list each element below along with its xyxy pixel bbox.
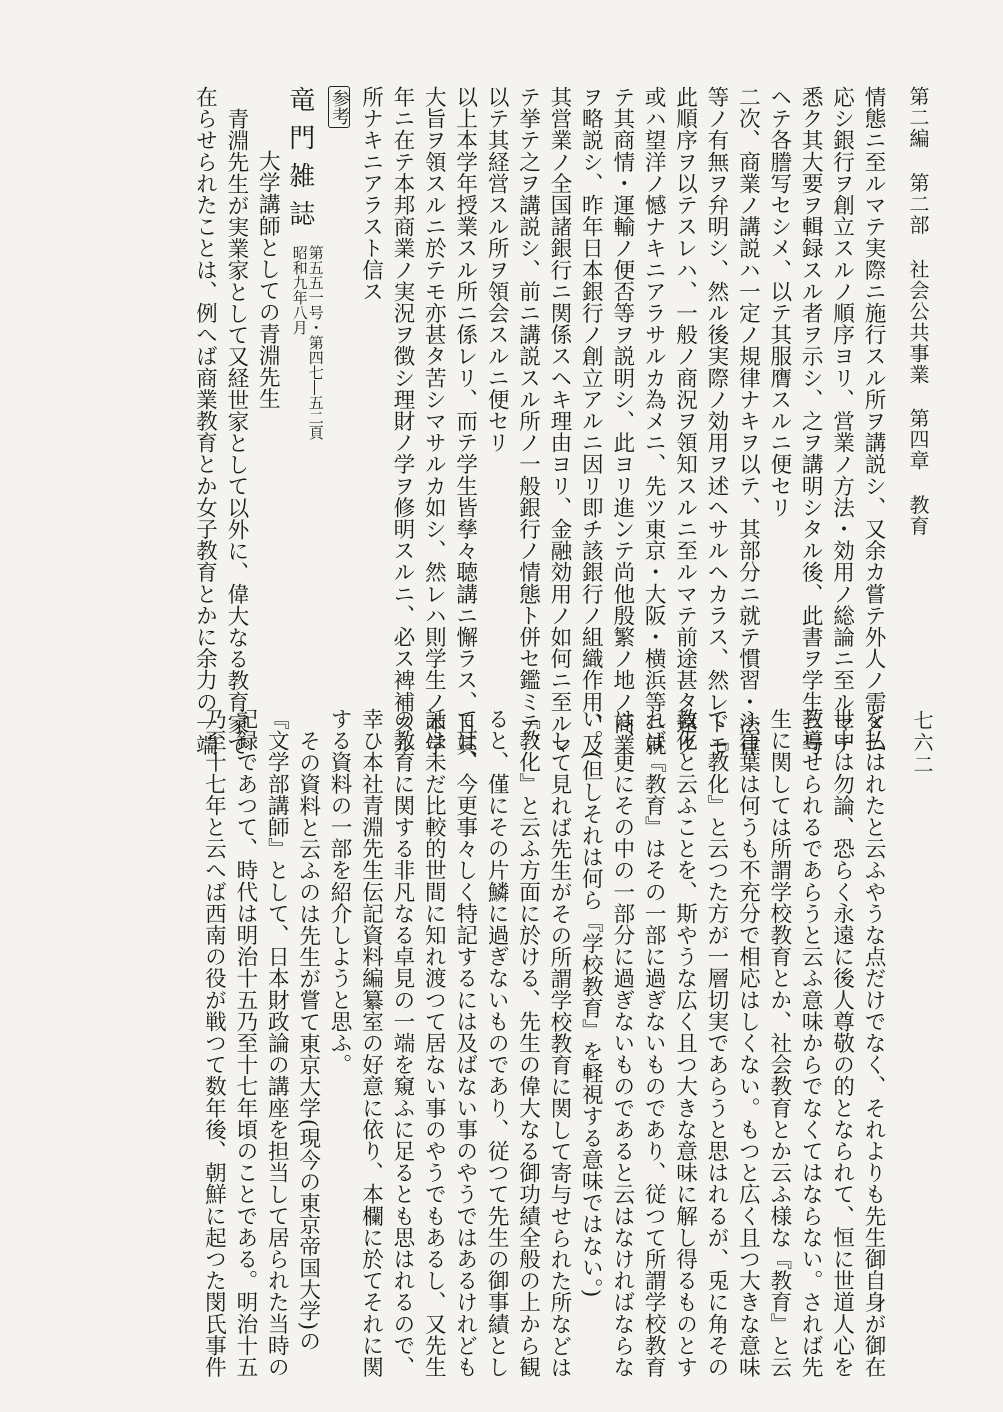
header-part: 第二編	[906, 86, 930, 149]
text-line: ると、僅にその片鱗に過ぎないものであり、従つて先生の御事績とし	[484, 708, 510, 1378]
text-line: 年ニ在テ本邦商業ノ実況ヲ徴シ理財ノ学ヲ修明スルニ、必ス裨補スル	[389, 86, 415, 756]
running-header	[906, 86, 930, 606]
text-line: 此順序ヲ以テスレハ、一般ノ商況ヲ領知スルニ至ルマテ前途甚タ遠ク	[672, 86, 698, 756]
text-line: 応シ銀行ヲ創立スルノ順序ヨリ、営業ノ方法・効用ノ総論ニ至ルマテ	[829, 86, 855, 756]
text-line: 在らせられたことは、例へば商業教育とか女子教育とかに余力の一端	[192, 86, 218, 756]
upper-text-block	[189, 86, 889, 756]
header-topic: 教育	[906, 494, 930, 537]
text-line: 或ハ望洋ノ憾ナキニアラサルカ為メニ、先ツ東京・大阪・横浜等ニ就	[641, 86, 667, 756]
header-section: 社会公共事業	[906, 258, 930, 385]
text-line: 乃至十七年と云へば西南の役が戦つて数年後、朝鮮に起つた閔氏事件	[201, 708, 227, 1378]
magazine-issue: 第五五一号・第四七―五二頁	[306, 244, 325, 440]
magazine-title: 竜門雑誌	[284, 86, 315, 238]
text-line: 悉ク其大要ヲ輯録スル者ヲ示シ、之ヲ講明シタル後、此書ヲ学生ニ与	[798, 86, 824, 756]
text-line: 幸ひ本社青淵先生伝記資料編纂室の好意に依り、本欄に於てそれに関	[358, 708, 384, 1378]
text-line: 生に関しては所謂学校教育とか、社会教育とか云ふ様な『教育』と云	[766, 708, 792, 1378]
reference-heading	[324, 86, 355, 692]
text-line: 教化と云ふことを、斯やうな広く且つ大きな意味に解し得るものとす	[672, 708, 698, 1378]
text-line: テ其商情・運輸ノ便否等ヲ説明シ、此ヨリ進ンテ尚他殷繁ノ地ノ商業	[609, 86, 635, 756]
text-line: 以テ其経営スル所ヲ領会スルニ便セリ	[484, 86, 510, 454]
text-line: ては、今更事々しく特記するには及ばない事のやうではあるけれども	[452, 708, 478, 1378]
text-line: ヲ略説シ、昨年日本銀行ノ創立アルニ因リ即チ該銀行ノ組織作用、及	[578, 86, 604, 756]
magazine-info	[292, 245, 324, 440]
text-line: 以上本学年授業スル所ニ係レリ、而テ学生皆孳々聴講ニ懈ラス、且其	[452, 86, 478, 756]
text-line: 世中は勿論、恐らく永遠に後人尊敬の的となられて、恒に世道人心を	[829, 708, 855, 1378]
section-subheading: 大学講師としての青淵先生	[255, 150, 281, 410]
text-line: 話は未だ比較的世間に知れ渡つて居ない事のやうでもあるし、又先生	[421, 708, 447, 1378]
text-line: 青淵先生が実業家として又経世家として以外に、偉大なる教育家で	[223, 108, 249, 756]
text-line: 二次、商業ノ講説ハ一定ノ規律ナキヲ以テ、其部分ニ就テ慣習・法律	[735, 86, 761, 756]
page-number: 七六二	[910, 710, 934, 776]
text-line: 記録であつて、時代は明治十五乃至十七年頃のことである。明治十五	[232, 708, 258, 1378]
lower-text-block	[198, 708, 889, 1378]
text-line: を払はれたと云ふやうな点だけでなく、それよりも先生御自身が御在	[861, 708, 886, 1378]
text-line: その資料と云ふのは先生が嘗て東京大学(現今の東京帝国大学)の	[295, 730, 321, 1352]
reference-label: 参考	[328, 86, 350, 128]
magazine-heading	[283, 86, 323, 692]
magazine-date: 昭和九年八月	[290, 244, 309, 335]
text-line: 『教化』と云ふ方面に於ける、先生の偉大なる御功績全般の上から観	[515, 708, 541, 1378]
header-chapter: 第四章	[906, 408, 930, 472]
text-line: 等ノ有無ヲ弁明シ、然ル後実際ノ効用ヲ述ヘサルヘカラス、然レトモ	[703, 86, 729, 756]
text-line: する資料の一部を紹介しようと思ふ。	[327, 708, 353, 1076]
text-line: い。(但しそれは何ら『学校教育』を軽視する意味ではない。)	[578, 708, 604, 1298]
header-division: 第二部	[906, 172, 930, 236]
text-line: 『文学部講師』として、日本財政論の講座を担当して居られた当時の	[264, 708, 290, 1378]
text-line: 情態ニ至ルマテ実際ニ施行スル所ヲ講説シ、又余カ嘗テ外人ノ需メニ	[861, 86, 886, 756]
text-line: は、更にその中の一部分に過ぎないものであると云はなければならな	[609, 708, 635, 1378]
text-line: テ挙テ之ヲ講説シ、前ニ講説スル所ノ一般銀行ノ情態ト併セ鑑ミテ、	[515, 86, 541, 756]
text-line: ヘテ各謄写セシメ、以テ其服膺スルニ便セリ	[766, 86, 792, 518]
text-line: ふ言葉は何うも不充分で相応はしくない。もつと広く且つ大きな意味	[735, 708, 761, 1378]
text-line: 所ナキニアラスト信ス	[358, 86, 384, 302]
text-line: 大旨ヲ領スルニ於テモ亦甚タ苦シマサルカ如シ、然レハ則学生ノ本学	[421, 86, 447, 756]
text-line: れば『教育』はその一部に過ぎないものであり、従つて所謂学校教育	[641, 708, 667, 1378]
text-line: の教育に関する非凡なる卓見の一端を窺ふに足るとも思はれるので、	[389, 708, 415, 1378]
text-line: して見れば先生がその所謂学校教育に関して寄与せられた所などは	[546, 730, 572, 1378]
text-line: 教導せられるであらうと云ふ意味からでなくてはならない。されば先	[798, 708, 824, 1378]
text-line: で『教化』と云つた方が一層切実であらうと思はれるが、兎に角その	[703, 708, 729, 1378]
text-line: 其営業ノ全国諸銀行ニ関係スヘキ理由ヨリ、金融効用ノ如何ニ至ルマ	[546, 86, 572, 756]
